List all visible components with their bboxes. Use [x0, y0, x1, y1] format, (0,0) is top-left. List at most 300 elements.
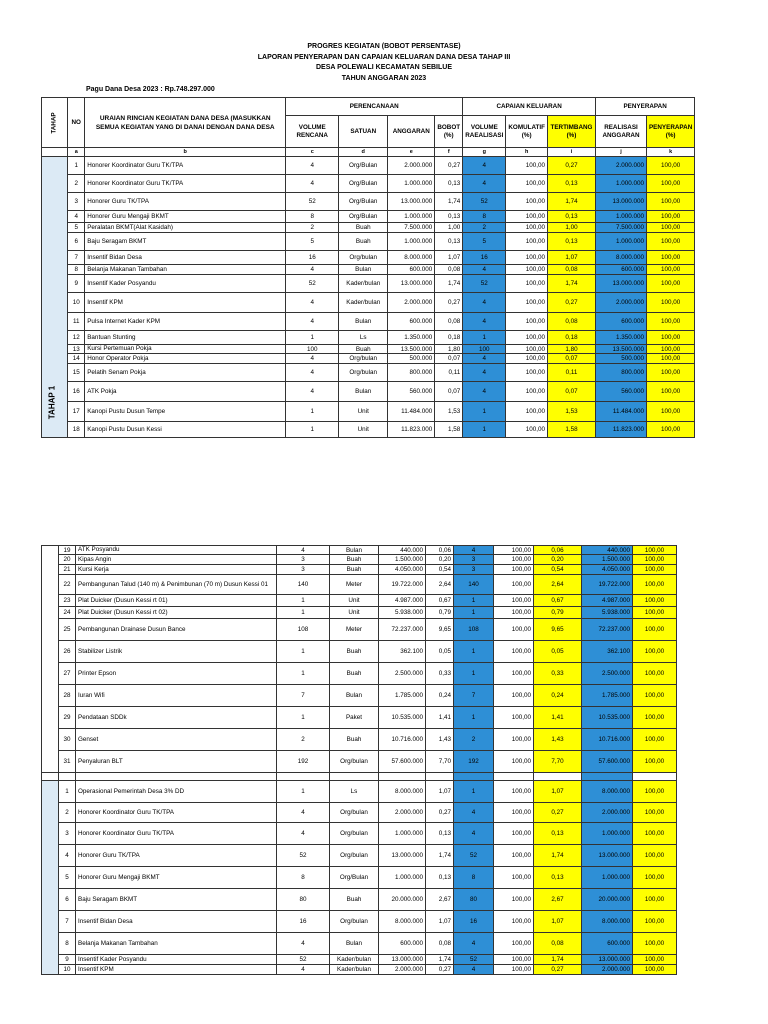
table-row [42, 781, 677, 803]
cell-satuan: Org/Bulan [339, 157, 388, 175]
cell-bobot: 9,65 [426, 619, 454, 641]
cell-no: 28 [59, 685, 76, 707]
cell-no: 8 [68, 265, 85, 275]
cell-tertimbang: 0,13 [534, 823, 582, 845]
cell-komulatif: 100,00 [506, 382, 548, 402]
cell-uraian: Stabilizer Listrik [76, 641, 277, 663]
cell-tertimbang: 2,64 [534, 575, 582, 595]
cell-uraian: Kanopi Pustu Dusun Kessi [85, 422, 286, 438]
cell-satuan: Org/bulan [330, 845, 379, 867]
table-row [42, 293, 695, 313]
cell-anggaran: 440.000 [379, 546, 426, 555]
cell-komulatif: 100,00 [506, 402, 548, 422]
cell-anggaran: 10.716.000 [379, 729, 426, 751]
cell-bobot: 1,07 [435, 251, 463, 265]
cell-volume-realisasi: 4 [454, 546, 494, 555]
cell-komulatif: 100,00 [494, 595, 534, 607]
cell-anggaran: 1.000.000 [388, 175, 435, 193]
cell-uraian: Honorer Koordinator Guru TK/TPA [85, 175, 286, 193]
cell-komulatif: 100,00 [506, 331, 548, 345]
cell-volume-realisasi: 8 [463, 211, 506, 223]
cell-volume-rencana: 108 [277, 619, 330, 641]
cell-volume-realisasi: 3 [454, 565, 494, 575]
cell-realisasi-anggaran: 1.785.000 [582, 685, 633, 707]
cell-volume-realisasi: 52 [463, 193, 506, 211]
cell-uraian: Printer Epson [76, 663, 277, 685]
cell-komulatif: 100,00 [506, 313, 548, 331]
cell-satuan: Meter [330, 619, 379, 641]
cell-penyerapan: 100,00 [646, 364, 694, 382]
cell-volume-realisasi: 2 [463, 223, 506, 233]
cell-volume-realisasi: 16 [454, 911, 494, 933]
cell-anggaran: 8.000.000 [388, 251, 435, 265]
cell-uraian: Plat Duicker (Dusun Kessi rt 02) [76, 607, 277, 619]
cell-penyerapan: 100,00 [633, 955, 677, 965]
cell-tertimbang: 0,08 [534, 933, 582, 955]
cell-satuan: Buah [339, 345, 388, 354]
cell-volume-realisasi: 4 [463, 157, 506, 175]
cell-komulatif: 100,00 [506, 157, 548, 175]
cell-realisasi-anggaran: 362.100 [582, 641, 633, 663]
cell-no: 17 [68, 402, 85, 422]
letter-cell: h [506, 148, 548, 157]
cell-realisasi-anggaran: 10.716.000 [582, 729, 633, 751]
cell-volume-rencana: 4 [286, 382, 339, 402]
cell-uraian: Honorer Guru Mengaji BKMT [85, 211, 286, 223]
cell-no: 4 [59, 845, 76, 867]
cell-komulatif: 100,00 [506, 211, 548, 223]
table-row [42, 565, 677, 575]
header-no: NO [68, 98, 85, 148]
cell-anggaran: 600.000 [388, 265, 435, 275]
letter-cell: g [463, 148, 506, 157]
cell-tertimbang: 9,65 [534, 619, 582, 641]
cell-volume-rencana: 3 [277, 565, 330, 575]
cell-satuan: Unit [339, 422, 388, 438]
cell-satuan: Bulan [339, 382, 388, 402]
cell-realisasi-anggaran: 2.500.000 [582, 663, 633, 685]
table-row [42, 555, 677, 565]
cell-penyerapan: 100,00 [633, 575, 677, 595]
cell-no: 29 [59, 707, 76, 729]
cell-volume-realisasi: 2 [454, 729, 494, 751]
cell-volume-rencana: 1 [277, 595, 330, 607]
cell-anggaran: 11.484.000 [388, 402, 435, 422]
cell-penyerapan: 100,00 [646, 193, 694, 211]
pagu-dana-desa: Pagu Dana Desa 2023 : Rp.748.297.000 [86, 86, 215, 93]
cell-bobot: 0,18 [435, 331, 463, 345]
cell-bobot: 1,74 [435, 275, 463, 293]
cell-volume-rencana: 2 [277, 729, 330, 751]
cell-penyerapan: 100,00 [646, 313, 694, 331]
cell-bobot: 0,11 [435, 364, 463, 382]
cell-no: 27 [59, 663, 76, 685]
cell-bobot: 1,53 [435, 402, 463, 422]
cell-volume-rencana: 1 [277, 641, 330, 663]
cell-realisasi-anggaran: 600.000 [595, 313, 646, 331]
cell-volume-realisasi: 52 [463, 275, 506, 293]
cell-anggaran: 1.000.000 [379, 823, 426, 845]
cell-satuan: Org/Bulan [339, 175, 388, 193]
cell-volume-realisasi: 4 [463, 175, 506, 193]
header-tertimbang: TERTIMBANG (%) [547, 116, 595, 148]
cell-no: 8 [59, 933, 76, 955]
table-row [42, 889, 677, 911]
cell-volume-rencana: 3 [277, 555, 330, 565]
cell-volume-realisasi: 1 [463, 402, 506, 422]
cell-penyerapan: 100,00 [633, 546, 677, 555]
cell-no: 19 [59, 546, 76, 555]
cell-bobot: 0,67 [426, 595, 454, 607]
cell-komulatif: 100,00 [494, 867, 534, 889]
cell-satuan: Ls [330, 781, 379, 803]
cell-volume-rencana: 1 [277, 781, 330, 803]
cell-anggaran: 2.000.000 [379, 965, 426, 975]
cell-penyerapan: 100,00 [633, 565, 677, 575]
cell-tertimbang: 0,27 [547, 293, 595, 313]
cell-penyerapan: 100,00 [633, 889, 677, 911]
cell-satuan: Unit [339, 402, 388, 422]
cell-bobot: 1,07 [426, 781, 454, 803]
cell-tertimbang: 0,11 [547, 364, 595, 382]
cell-komulatif: 100,00 [494, 845, 534, 867]
cell-volume-realisasi: 16 [463, 251, 506, 265]
cell-komulatif: 100,00 [506, 275, 548, 293]
cell-no: 12 [68, 331, 85, 345]
cell-volume-realisasi: 100 [463, 345, 506, 354]
header-anggaran: ANGGARAN [388, 116, 435, 148]
cell-satuan: Org/Bulan [339, 211, 388, 223]
cell-volume-rencana: 8 [277, 867, 330, 889]
cell-uraian: Penyaluran BLT [76, 751, 277, 773]
cell-penyerapan: 100,00 [633, 867, 677, 889]
cell-penyerapan: 100,00 [646, 265, 694, 275]
cell-realisasi-anggaran: 1.000.000 [582, 867, 633, 889]
cell-anggaran: 19.722.000 [379, 575, 426, 595]
table-row [42, 223, 695, 233]
cell-uraian: Honorer Koordinator Guru TK/TPA [85, 157, 286, 175]
cell-satuan: Org/Bulan [330, 867, 379, 889]
cell-uraian: Pembangunan Drainase Dusun Bance [76, 619, 277, 641]
cell-satuan: Kader/bulan [339, 293, 388, 313]
cell-tertimbang: 0,27 [547, 157, 595, 175]
letter-cell: k [646, 148, 694, 157]
cell-komulatif: 100,00 [494, 823, 534, 845]
cell-no: 13 [68, 345, 85, 354]
cell-bobot: 1,07 [426, 911, 454, 933]
cell-no: 30 [59, 729, 76, 751]
cell-bobot: 0,79 [426, 607, 454, 619]
cell-volume-rencana: 100 [286, 345, 339, 354]
cell-satuan: Org/bulan [330, 751, 379, 773]
cell-bobot: 0,13 [435, 175, 463, 193]
cell-bobot: 0,33 [426, 663, 454, 685]
cell-bobot: 0,27 [426, 803, 454, 823]
cell-realisasi-anggaran: 800.000 [595, 364, 646, 382]
cell-anggaran: 2.000.000 [388, 293, 435, 313]
table-row [42, 685, 677, 707]
cell-komulatif: 100,00 [494, 619, 534, 641]
cell-tertimbang: 0,27 [534, 965, 582, 975]
cell-uraian: Belanja Makanan Tambahan [76, 933, 277, 955]
cell-tertimbang: 1,53 [547, 402, 595, 422]
cell-volume-rencana: 140 [277, 575, 330, 595]
cell-realisasi-anggaran: 10.535.000 [582, 707, 633, 729]
cell-anggaran: 13.000.000 [379, 845, 426, 867]
cell-satuan: Unit [330, 607, 379, 619]
cell-tertimbang: 7,70 [534, 751, 582, 773]
table-row [42, 354, 695, 364]
cell-uraian: Bantuan Stunting [85, 331, 286, 345]
cell-komulatif: 100,00 [494, 565, 534, 575]
cell-volume-realisasi: 140 [454, 575, 494, 595]
report-titles [0, 42, 768, 84]
cell-satuan: Buah [330, 641, 379, 663]
cell-anggaran: 13.000.000 [379, 955, 426, 965]
cell-tertimbang: 0,67 [534, 595, 582, 607]
cell-volume-realisasi: 1 [454, 663, 494, 685]
cell-penyerapan: 100,00 [646, 233, 694, 251]
cell-realisasi-anggaran: 8.000.000 [582, 781, 633, 803]
cell-no: 15 [68, 364, 85, 382]
cell-satuan: Buah [330, 565, 379, 575]
cell-no: 5 [68, 223, 85, 233]
cell-no: 21 [59, 565, 76, 575]
cell-tertimbang: 0,33 [534, 663, 582, 685]
cell-uraian: Insentif KPM [76, 965, 277, 975]
cell-volume-realisasi: 4 [463, 354, 506, 364]
cell-volume-rencana: 52 [277, 955, 330, 965]
cell-uraian: Pelatih Senam Pokja [85, 364, 286, 382]
cell-volume-rencana: 4 [286, 265, 339, 275]
cell-tertimbang: 0,13 [534, 867, 582, 889]
cell-realisasi-anggaran: 1.000.000 [582, 823, 633, 845]
cell-volume-rencana: 16 [286, 251, 339, 265]
cell-bobot: 1,74 [426, 955, 454, 965]
cell-volume-rencana: 4 [277, 933, 330, 955]
section-3-body [42, 781, 677, 975]
header-realisasi-anggaran: REALISASI ANGGARAN [595, 116, 646, 148]
cell-bobot: 0,54 [426, 565, 454, 575]
cell-satuan: Buah [330, 555, 379, 565]
table-row [42, 175, 695, 193]
cell-penyerapan: 100,00 [633, 707, 677, 729]
table-row [42, 313, 695, 331]
cell-volume-rencana: 4 [286, 175, 339, 193]
cell-bobot: 7,70 [426, 751, 454, 773]
cell-tertimbang: 1,74 [534, 955, 582, 965]
cell-penyerapan: 100,00 [633, 803, 677, 823]
cell-penyerapan: 100,00 [633, 781, 677, 803]
cell-volume-rencana: 2 [286, 223, 339, 233]
cell-no: 23 [59, 595, 76, 607]
cell-satuan: Org/bulan [330, 803, 379, 823]
cell-realisasi-anggaran: 1.500.000 [582, 555, 633, 565]
cell-realisasi-anggaran: 11.823.000 [595, 422, 646, 438]
cell-realisasi-anggaran: 13.000.000 [582, 955, 633, 965]
table-row [42, 607, 677, 619]
cell-satuan: Org/bulan [339, 354, 388, 364]
cell-satuan: Kader/bulan [339, 275, 388, 293]
table-row [42, 275, 695, 293]
cell-volume-realisasi: 4 [463, 265, 506, 275]
table-row [42, 663, 677, 685]
cell-penyerapan: 100,00 [633, 685, 677, 707]
cell-volume-rencana: 4 [277, 823, 330, 845]
cell-volume-realisasi: 4 [463, 313, 506, 331]
section-2-body [42, 546, 677, 773]
cell-anggaran: 1.000.000 [388, 233, 435, 251]
cell-bobot: 0,24 [426, 685, 454, 707]
cell-satuan: Org/bulan [339, 364, 388, 382]
table-row [42, 546, 677, 555]
cell-realisasi-anggaran: 1.000.000 [595, 233, 646, 251]
cell-penyerapan: 100,00 [633, 751, 677, 773]
cell-anggaran: 8.000.000 [379, 911, 426, 933]
cell-bobot: 1,80 [435, 345, 463, 354]
cell-volume-realisasi: 4 [463, 293, 506, 313]
cell-realisasi-anggaran: 57.600.000 [582, 751, 633, 773]
cell-no: 16 [68, 382, 85, 402]
cell-uraian: Kanopi Pustu Dusun Tempe [85, 402, 286, 422]
cell-tertimbang: 0,13 [547, 211, 595, 223]
cell-bobot: 0,27 [426, 965, 454, 975]
cell-anggaran: 1.000.000 [379, 867, 426, 889]
cell-anggaran: 8.000.000 [379, 781, 426, 803]
table-row [42, 422, 695, 438]
cell-realisasi-anggaran: 7.500.000 [595, 223, 646, 233]
letter-cell: e [388, 148, 435, 157]
tahap-label: TAHAP 1 [47, 385, 57, 420]
cell-no: 6 [68, 233, 85, 251]
cell-uraian: Genset [76, 729, 277, 751]
cell-tertimbang: 0,13 [547, 175, 595, 193]
cell-bobot: 0,06 [426, 546, 454, 555]
cell-tertimbang: 1,74 [534, 845, 582, 867]
cell-satuan: Org/bulan [330, 911, 379, 933]
cell-no: 25 [59, 619, 76, 641]
cell-uraian: Honorer Guru TK/TPA [76, 845, 277, 867]
cell-realisasi-anggaran: 600.000 [582, 933, 633, 955]
cell-penyerapan: 100,00 [646, 331, 694, 345]
cell-bobot: 0,27 [435, 157, 463, 175]
cell-volume-rencana: 1 [277, 607, 330, 619]
cell-komulatif: 100,00 [506, 345, 548, 354]
cell-anggaran: 20.000.000 [379, 889, 426, 911]
cell-komulatif: 100,00 [506, 293, 548, 313]
cell-volume-rencana: 52 [286, 193, 339, 211]
cell-satuan: Buah [339, 233, 388, 251]
cell-tertimbang: 0,54 [534, 565, 582, 575]
cell-volume-realisasi: 80 [454, 889, 494, 911]
cell-komulatif: 100,00 [494, 729, 534, 751]
cell-tertimbang: 1,74 [547, 193, 595, 211]
cell-uraian: Insentif Bidan Desa [85, 251, 286, 265]
cell-realisasi-anggaran: 440.000 [582, 546, 633, 555]
column-letters-row [42, 148, 695, 157]
cell-satuan: Kader/bulan [330, 965, 379, 975]
cell-komulatif: 100,00 [494, 751, 534, 773]
cell-satuan: Buah [330, 729, 379, 751]
cell-penyerapan: 100,00 [633, 965, 677, 975]
cell-komulatif: 100,00 [494, 641, 534, 663]
letter-cell: a [68, 148, 85, 157]
cell-satuan: Org/bulan [339, 251, 388, 265]
letter-cell: j [595, 148, 646, 157]
cell-komulatif: 100,00 [494, 607, 534, 619]
header-penyerapan: PENYERAPAN [595, 98, 694, 116]
cell-komulatif: 100,00 [494, 803, 534, 823]
cell-volume-realisasi: 1 [454, 707, 494, 729]
cell-penyerapan: 100,00 [646, 382, 694, 402]
cell-anggaran: 13.500.000 [388, 345, 435, 354]
cell-volume-realisasi: 4 [454, 965, 494, 975]
cell-volume-realisasi: 1 [463, 331, 506, 345]
cell-volume-realisasi: 4 [463, 364, 506, 382]
cell-penyerapan: 100,00 [646, 293, 694, 313]
cell-volume-rencana: 192 [277, 751, 330, 773]
cell-penyerapan: 100,00 [633, 729, 677, 751]
separator-row [42, 773, 677, 781]
cell-tertimbang: 0,20 [534, 555, 582, 565]
cell-volume-rencana: 4 [277, 803, 330, 823]
cell-volume-realisasi: 4 [463, 382, 506, 402]
cell-bobot: 1,58 [435, 422, 463, 438]
cell-realisasi-anggaran: 1.000.000 [595, 175, 646, 193]
cell-tertimbang: 0,08 [547, 265, 595, 275]
cell-penyerapan: 100,00 [633, 845, 677, 867]
cell-bobot: 1,41 [426, 707, 454, 729]
cell-tertimbang: 0,07 [547, 354, 595, 364]
table-row [42, 193, 695, 211]
title-line-3: DESA POLEWALI KECAMATAN SEBILUE [316, 64, 452, 71]
cell-tertimbang: 1,41 [534, 707, 582, 729]
cell-satuan: Buah [330, 663, 379, 685]
cell-bobot: 0,08 [435, 265, 463, 275]
cell-uraian: Honorer Guru TK/TPA [85, 193, 286, 211]
cell-volume-realisasi: 108 [454, 619, 494, 641]
cell-bobot: 0,13 [435, 233, 463, 251]
cell-penyerapan: 100,00 [633, 663, 677, 685]
cell-volume-rencana: 1 [277, 707, 330, 729]
cell-volume-rencana: 7 [277, 685, 330, 707]
header-komulatif: KOMULATIF (%) [506, 116, 548, 148]
cell-no: 2 [59, 803, 76, 823]
cell-tertimbang: 0,07 [547, 382, 595, 402]
title-line-2: LAPORAN PENYERAPAN DAN CAPAIAN KELUARAN DANA DESA TAHAP III [257, 53, 511, 61]
tahap-cell [42, 157, 68, 438]
table-row [42, 933, 677, 955]
cell-realisasi-anggaran: 13.500.000 [595, 345, 646, 354]
header-volume-realisasi: VOLUME RAEALISASI [463, 116, 506, 148]
cell-volume-rencana: 5 [286, 233, 339, 251]
cell-penyerapan: 100,00 [646, 211, 694, 223]
cell-satuan: Ls [339, 331, 388, 345]
cell-realisasi-anggaran: 5.938.000 [582, 607, 633, 619]
table-row [42, 364, 695, 382]
letter-cell: c [286, 148, 339, 157]
cell-anggaran: 600.000 [388, 313, 435, 331]
cell-penyerapan: 100,00 [633, 911, 677, 933]
cell-bobot: 0,13 [426, 867, 454, 889]
cell-penyerapan: 100,00 [646, 402, 694, 422]
cell-realisasi-anggaran: 560.000 [595, 382, 646, 402]
cell-no: 22 [59, 575, 76, 595]
cell-anggaran: 5.938.000 [379, 607, 426, 619]
cell-anggaran: 72.237.000 [379, 619, 426, 641]
cell-tertimbang: 0,79 [534, 607, 582, 619]
cell-tertimbang: 0,08 [547, 313, 595, 331]
